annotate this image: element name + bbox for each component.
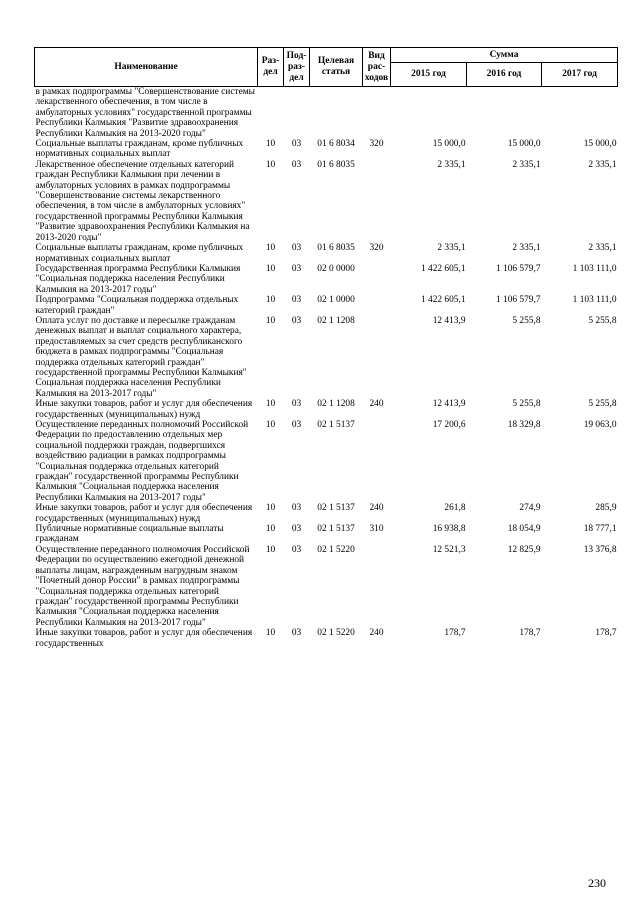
row-name: Осуществление переданного полномочия Российской Федерации по осуществлению ежегодной денежной выплаты лицам, награжденным нагрудным знаком "Почетный донор России" в рамках подпрограммы "Социальная поддержка отдельных категорий граждан" государственной программы Республики Калмыкия "Социальная поддержка населения Республики Калмыкия на 2013-2017 годы": [35, 544, 250, 628]
row-podrazdel: 03: [291, 139, 302, 150]
row-name: Лекарственное обеспечение отдельных категорий граждан Республики Калмыкия при лечении в амбулаторных условиях в рамках подпрограммы "Совершенствование системы лекарственного обеспечения, в том числе в амбулаторных условиях" государственной программы Республики Калмыкия "Развитие здравоохранения Республики Калмыкия на 2013-2020 годы": [35, 159, 250, 243]
row-podrazdel: 03: [291, 399, 302, 410]
table-row: [35, 545, 618, 628]
row-podrazdel: 03: [291, 420, 302, 430]
row-sum-2015: 16 938,8: [432, 524, 466, 535]
row-expense-type: 310: [369, 524, 384, 535]
row-podrazdel: 03: [291, 243, 302, 254]
row-sum-2016: 1 106 579,7: [495, 295, 541, 306]
row-sum-2015: 17 200,6: [432, 420, 466, 430]
row-razdel: 10: [265, 544, 276, 555]
row-target: 01 6 8035: [317, 159, 355, 170]
row-sum-2016: 1 106 579,7: [495, 263, 541, 274]
table-row: [35, 243, 618, 264]
row-sum-2017: 13 376,8: [583, 544, 617, 555]
page-number: 230: [588, 876, 606, 890]
row-sum-2015: 12 413,9: [432, 315, 466, 326]
row-sum-2015: 1 422 605,1: [420, 295, 466, 306]
row-razdel: 10: [265, 139, 276, 150]
row-sum-2015: 12 521,3: [432, 544, 466, 555]
row-name: Государственная программа Республики Калмыкия "Социальная поддержка населения Республики Калмыкия на 2013-2017 годы": [35, 263, 241, 295]
row-expense-type: 240: [369, 503, 384, 514]
row-sum-2017: 178,7: [595, 628, 617, 639]
row-podrazdel: [284, 87, 310, 140]
row-sum-2015: 261,8: [444, 503, 466, 514]
budget-table: [34, 47, 618, 649]
row-sum-2017: 285,9: [595, 503, 617, 514]
row-razdel: 10: [265, 243, 276, 254]
row-razdel: 10: [265, 399, 276, 410]
row-sum-2017: 2 335,1: [588, 243, 617, 254]
row-podrazdel: 03: [291, 295, 302, 306]
row-target: 02 1 5137: [317, 524, 355, 535]
row-expense-type: [363, 87, 391, 140]
row-razdel: 10: [265, 315, 276, 326]
row-name: Оплата услуг по доставке и пересылке гражданам денежных выплат и выплат социального характера, предоставляемых за счет средств республиканского бюджета в рамках подпрограммы "Социальная поддержка отдельных категорий граждан" государственной программы Республики Калмыкия" Социальная поддержка населения Республики Калмыкия на 2013-2017 годы": [35, 315, 247, 399]
row-name: Иные закупки товаров, работ и услуг для обеспечения государственных: [35, 628, 253, 649]
row-expense-type: [363, 264, 391, 295]
row-razdel: 10: [265, 524, 276, 535]
row-expense-type: [363, 316, 391, 399]
row-name: Подпрограмма "Социальная поддержка отдельных категорий граждан": [35, 295, 239, 316]
col-header-2016: 2016 год: [467, 63, 542, 87]
row-sum-2016: 15 000,0: [507, 139, 541, 150]
row-sum-2016: [467, 87, 542, 140]
row-target: 02 1 0000: [317, 295, 355, 306]
row-razdel: 10: [265, 295, 276, 306]
row-razdel: 10: [265, 420, 276, 430]
row-podrazdel: 03: [291, 503, 302, 514]
row-sum-2016: 2 335,1: [512, 159, 541, 170]
row-podrazdel: 03: [291, 315, 302, 326]
table-row: [35, 628, 618, 649]
row-name: Иные закупки товаров, работ и услуг для обеспечения государственных (муниципальных) нужд: [35, 503, 253, 524]
row-target: 02 1 5137: [317, 420, 355, 430]
row-target: 02 1 5137: [317, 503, 355, 514]
row-sum-2015: 2 335,1: [437, 159, 466, 170]
col-header-2017: 2017 год: [542, 63, 618, 87]
row-target: [310, 87, 363, 140]
table-row: [35, 139, 618, 160]
row-name: Социальные выплаты гражданам, кроме публичных нормативных социальных выплат: [35, 243, 244, 264]
table-row: [35, 420, 618, 503]
row-name: Иные закупки товаров, работ и услуг для обеспечения государственных (муниципальных) нужд: [35, 399, 253, 420]
row-podrazdel: 03: [291, 263, 302, 274]
row-expense-type: 320: [369, 139, 384, 150]
row-expense-type: [363, 420, 391, 503]
table-row: [35, 295, 618, 316]
table-row: [35, 87, 618, 140]
row-sum-2017: 19 063,0: [583, 420, 617, 430]
row-sum-2016: 18 054,9: [507, 524, 541, 535]
row-expense-type: 240: [369, 399, 384, 410]
table-row: [35, 503, 618, 524]
col-header-target: Целевая статья: [310, 48, 363, 87]
row-sum-2016: 12 825,9: [507, 544, 541, 555]
col-header-razdel: Раз- дел: [258, 48, 284, 87]
col-header-2015: 2015 год: [391, 63, 467, 87]
row-razdel: 10: [265, 628, 276, 639]
row-target: 02 1 5220: [317, 544, 355, 555]
row-sum-2016: 18 329,8: [507, 420, 541, 430]
row-expense-type: [363, 545, 391, 628]
row-sum-2015: 178,7: [444, 628, 466, 639]
row-sum-2017: 5 255,8: [588, 315, 617, 326]
row-sum-2017: 15 000,0: [583, 139, 617, 150]
row-podrazdel: 03: [291, 159, 302, 170]
row-razdel: [258, 87, 284, 140]
row-sum-2016: 5 255,8: [512, 399, 541, 410]
row-sum-2017: 1 103 111,0: [572, 263, 617, 274]
row-expense-type: [363, 160, 391, 243]
table-row: [35, 160, 618, 243]
table-body: [35, 87, 618, 649]
row-target: 02 1 1208: [317, 399, 355, 410]
row-razdel: 10: [265, 503, 276, 514]
row-target: 01 6 8034: [317, 139, 355, 150]
row-target: 02 0 0000: [317, 263, 355, 274]
row-expense-type: 320: [369, 243, 384, 254]
table-row: [35, 264, 618, 295]
table-row: [35, 316, 618, 399]
row-podrazdel: 03: [291, 524, 302, 535]
row-razdel: 10: [265, 263, 276, 274]
row-sum-2015: [391, 87, 467, 140]
row-sum-2016: 5 255,8: [512, 315, 541, 326]
row-razdel: 10: [265, 159, 276, 170]
row-target: 02 1 1208: [317, 315, 355, 326]
row-sum-2015: 2 335,1: [437, 243, 466, 254]
row-name: Осуществление переданных полномочий Российской Федерации по предоставлению отдельных мер социальной поддержки граждан, подвергшихся воздействию радиации в рамках подпрограммы "Социальная поддержка отдельных категорий граждан" государственной программы Республики Калмыкия "Социальная поддержка населения Республики Калмыкия на 2013-2017 годы": [35, 420, 249, 503]
row-name: Публичные нормативные социальные выплаты гражданам: [35, 524, 224, 545]
col-header-sum: Сумма: [391, 48, 618, 63]
row-sum-2015: 1 422 605,1: [420, 263, 466, 274]
row-podrazdel: 03: [291, 544, 302, 555]
row-sum-2017: 5 255,8: [588, 399, 617, 410]
row-name: Социальные выплаты гражданам, кроме публичных нормативных социальных выплат: [35, 139, 244, 160]
col-header-name: Наименование: [35, 48, 258, 87]
table-row: [35, 399, 618, 420]
table-row: [35, 524, 618, 545]
row-sum-2016: 274,9: [519, 503, 541, 514]
col-header-podrazdel: Под- раз- дел: [284, 48, 310, 87]
row-sum-2017: 1 103 111,0: [572, 295, 617, 306]
row-expense-type: 240: [369, 628, 384, 639]
col-header-expense-type: Вид рас- ходов: [363, 48, 391, 87]
row-sum-2017: 2 335,1: [588, 159, 617, 170]
row-podrazdel: 03: [291, 628, 302, 639]
row-sum-2017: [542, 87, 618, 140]
row-sum-2015: 15 000,0: [432, 139, 466, 150]
row-sum-2015: 12 413,9: [432, 399, 466, 410]
row-name: в рамках подпрограммы "Совершенствование системы лекарственного обеспечения, в том числе в амбулаторных условиях" государственной программы Республики Калмыкия "Развитие здравоохранения Республики Калмыкия на 2013-2020 годы": [35, 87, 255, 139]
row-target: 02 1 5220: [317, 628, 355, 639]
row-sum-2016: 178,7: [519, 628, 541, 639]
row-sum-2016: 2 335,1: [512, 243, 541, 254]
row-expense-type: [363, 295, 391, 316]
row-sum-2017: 18 777,1: [583, 524, 617, 535]
row-target: 01 6 8035: [317, 243, 355, 254]
